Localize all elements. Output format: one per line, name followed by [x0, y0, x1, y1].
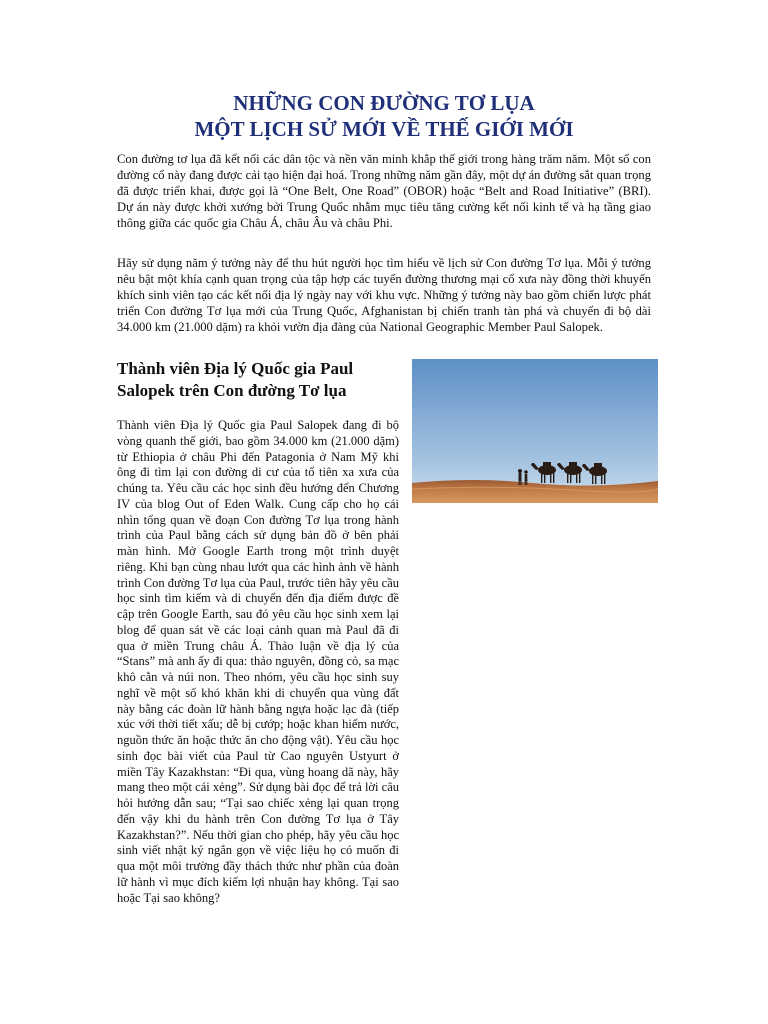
intro-paragraph: Con đường tơ lụa đã kết nối các dân tộc và nền văn minh khắp thế giới trong hàng trăm năm. Một số con đường cổ này đang được cải tạo hiện đại hoá. Trong những năm gần đây, một dự án đường sắt quan trọng đã được triển khai, được gọi là “One Belt, One Road” (OBOR) hoặc “Belt and Road Initiative” (BRI). Dự án này được khởi xướng bởi Trung Quốc nhằm mục tiêu tăng cường kết nối kinh tế và hạ tầng giao thông giữa các quốc gia Châu Á, châu Âu và châu Phi. — [117, 152, 651, 230]
document-title — [100, 90, 668, 142]
section-body: Thành viên Địa lý Quốc gia Paul Salopek đang đi bộ vòng quanh thế giới, bao gồm 34.000 km (21.000 dặm) từ Ethiopia ở châu Phi đến Patagonia ở Nam Mỹ khi ông đi tìm lại con đường di cư của tổ tiên xa xưa của chúng ta. Yêu cầu các học sinh đều hướng đến Chương IV của blog Out of Eden Walk. Cung cấp cho họ cái nhìn tổng quan về đoạn Con đường Tơ lụa trong hành trình của Paul bằng cách sử dụng bản đồ ở bên phải màn hình. Mở Google Earth trong một trình duyệt riêng. Khi bạn cùng nhau lướt qua các hình ảnh về hành trình Con đường Tơ lụa của Paul, trước tiên hãy yêu cầu học sinh tìm kiếm và di chuyển đến địa điểm được đề cập trên Google Earth, sau đó yêu cầu học sinh xem lại blog để quan sát về các loại cảnh quan mà Paul đã đi qua ở miền Trung châu Á. Thảo luận về địa lý của “Stans” mà anh ấy đi qua: thảo nguyên, đồng cỏ, sa mạc khô cằn và núi non. Theo nhóm, yêu cầu học sinh suy nghĩ về một số khó khăn khi di chuyển qua vùng đất này bằng các đoàn lữ hành bằng ngựa hoặc lạc đà (tiếp xúc với thời tiết xấu; dễ bị cướp; hoặc khan hiếm nước, nguồn thức ăn hoặc thức ăn cho động vật). Yêu cầu học sinh đọc bài viết của Paul từ Cao nguyên Ustyurt ở miền Tây Kazakhstan: “Đi qua, vùng hoang dã này, hãy mang theo một cái xẻng”. Sử dụng bài đọc để trả lời câu hỏi hướng dẫn sau; “Tại sao chiếc xẻng lại quan trọng đến vậy khi du hành trên Con đường Tơ lụa ở Tây Kazakhstan?”. Nếu thời gian cho phép, hãy yêu cầu học sinh viết nhật ký ngắn gọn về việc liệu họ có muốn đi qua một môi trường đầy thách thức như phần của đoàn lữ hành vì mục đích kiếm lợi nhuận hay không. Tại sao hoặc Tại sao không? — [117, 418, 399, 905]
section-heading: Thành viên Địa lý Quốc gia Paul Salopek trên Con đường Tơ lụa — [117, 359, 354, 400]
title-line-2: MỘT LỊCH SỬ MỚI VỀ THẾ GIỚI MỚI — [194, 117, 574, 141]
ideas-paragraph: Hãy sử dụng năm ý tưởng này để thu hút người học tìm hiểu về lịch sử Con đường Tơ lụa. Mỗi ý tưởng nêu bật một khía cạnh quan trọng của tập hợp các tuyến đường thương mại cổ xưa này đồng thời khuyến khích sinh viên tạo các kết nối địa lý ngày nay với khu vực. Những ý tưởng này bao gồm chiến lược phát triển Con đường Tơ lụa mới của Trung Quốc, Afghanistan bị chiến tranh tàn phá và chuyến đi bộ dài 34.000 km (21.000 dặm) ra khỏi vườn địa đàng của National Geographic Member Paul Salopek. — [117, 256, 651, 334]
title-line-1: NHỮNG CON ĐƯỜNG TƠ LỤA — [233, 91, 535, 115]
caravan-desert-photo — [412, 359, 658, 503]
